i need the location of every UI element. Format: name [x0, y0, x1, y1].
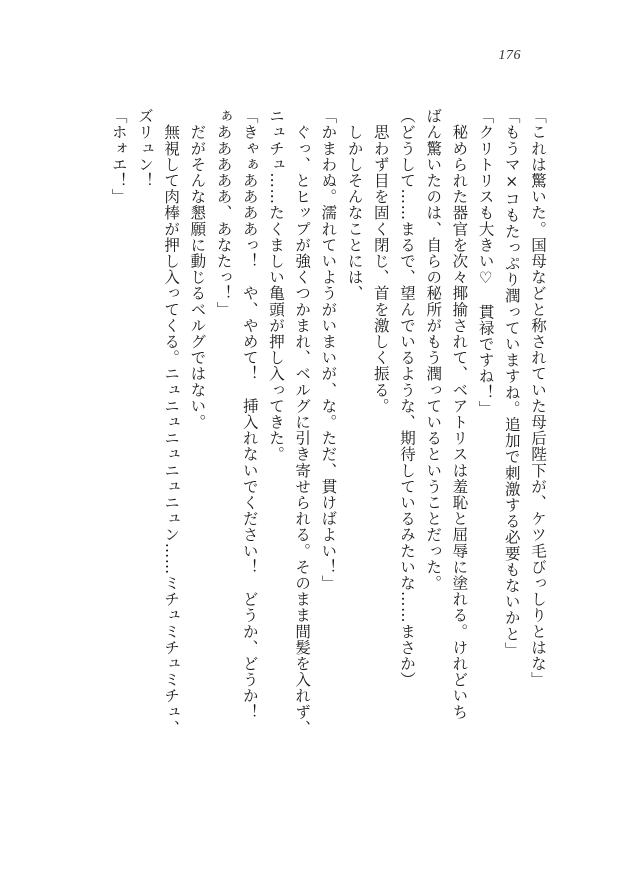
text-line: 「きゃぁああああっ！ や、やめて！ 挿入れないでください！ どうか、どうか！ — [240, 108, 259, 720]
text-line: 「もうマ×コもたっぷり潤っていますね。追加で刺激する必要もないかと」 — [502, 108, 521, 658]
text-line: 秘められた器官を次々揶揄されて、ベアトリスは羞恥と屈辱に塗れる。けれどいち — [450, 108, 469, 720]
text-line: 「クリトリスも大きい♡ 貫禄ですね！」 — [476, 108, 495, 417]
text-line: （どうして……まるで、望んでいるような、期待しているみたいな……まさか） — [397, 108, 416, 688]
text-line: ニュチュ……たくましい亀頭が押し入ってきた。 — [266, 108, 285, 463]
text-line: 「これは驚いた。国母などと称されていた母后陛下が、ケツ毛びっしりとはな」 — [529, 108, 547, 688]
page-number: 176 — [498, 48, 521, 63]
text-line: だがそんな懇願に動じるベルグではない。 — [188, 108, 207, 430]
text-line: ズリュン！ — [135, 108, 154, 189]
text-line: 思わず目を固く閉じ、首を激しく振る。 — [371, 108, 390, 414]
text-line: ばん驚いたのは、自らの秘所がもう潤っているということだった。 — [424, 108, 443, 591]
vertical-text-body — [106, 108, 551, 868]
text-line: 無視して肉棒が押し入ってくる。ニュニュニュニュニュン……ミチュミチュミチュ、 — [162, 108, 181, 736]
text-line: しかしそんなことには、 — [345, 108, 364, 302]
text-line: 「かまわぬ。濡れていようがいまいが、な。ただ、貫けばよい！」 — [319, 108, 338, 591]
text-line: 「ホォエ！」 — [109, 108, 128, 205]
text-line: ぐっ、とヒップが強くつかまれ、ベルグに引き寄せられる。そのまま間髪を入れず、 — [293, 108, 312, 736]
text-line: ぁあああああ、あなたっ！」 — [214, 108, 233, 318]
